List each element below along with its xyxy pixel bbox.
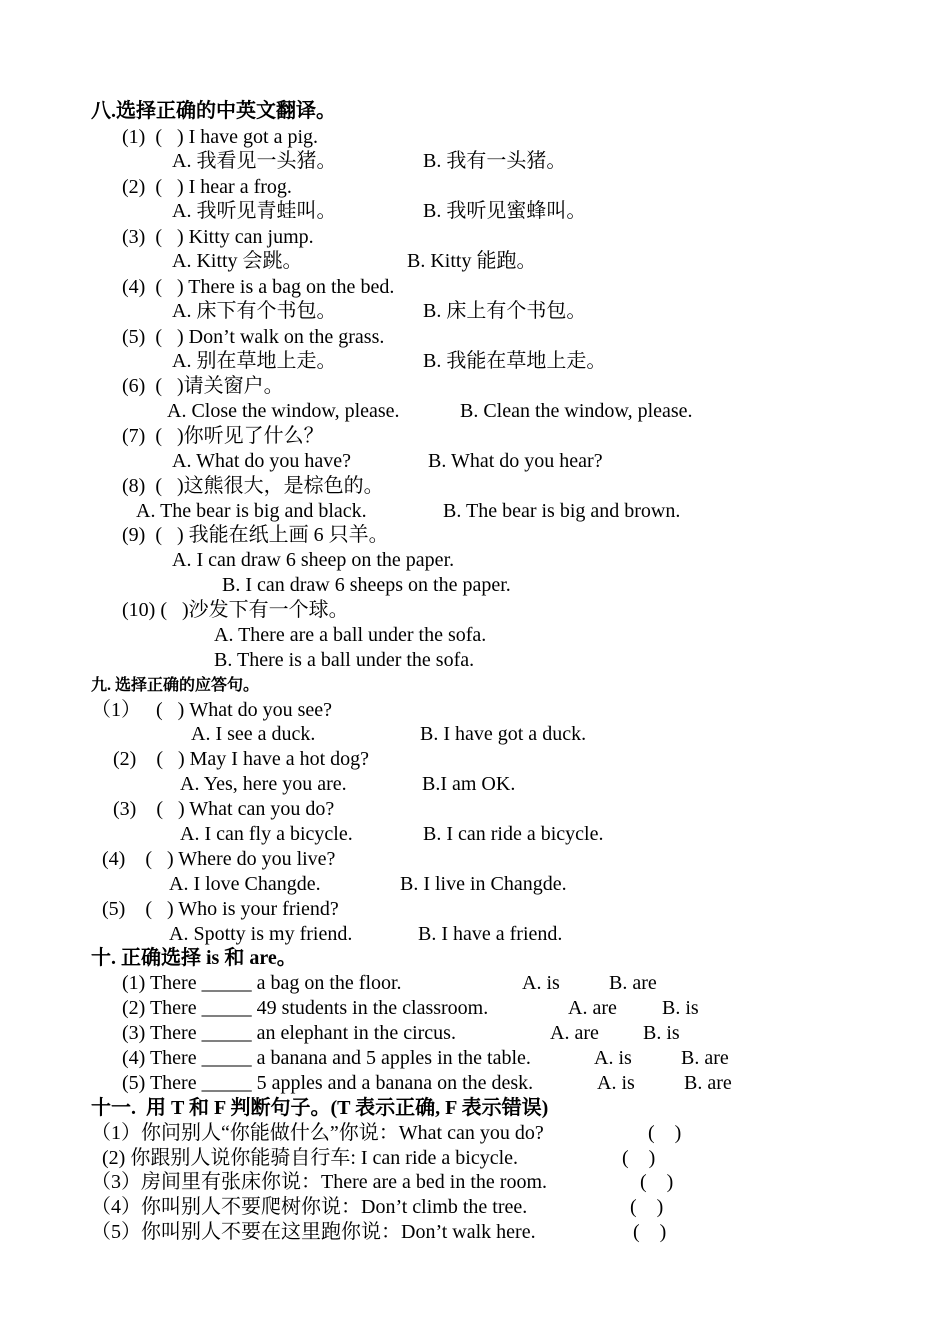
s10-q2-question: (2) There _____ 49 students in the classroom. (122, 997, 489, 1019)
s8-q8-option-b: B. The bear is big and brown. (443, 500, 681, 522)
s9-q2-option-a: A. Yes, here you are. (180, 773, 347, 795)
s8-q3-option-a: A. Kitty 会跳。 (172, 250, 303, 272)
s8-q10-question: (10) ( )沙发下有一个球。 (122, 599, 349, 621)
s10-q1-option-b: B. are (609, 972, 657, 994)
s10-q3-question: (3) There _____ an elephant in the circus. (122, 1022, 456, 1044)
section-8-title: 八.选择正确的中英文翻译。 (91, 100, 336, 122)
s8-q1-option-a: A. 我看见一头猪。 (172, 150, 337, 172)
s11-q3-answer-paren: ( ) (640, 1171, 674, 1193)
s8-q8-option-a: A. The bear is big and black. (136, 500, 367, 522)
s10-q4-option-b: B. are (681, 1047, 729, 1069)
s10-q2-option-b: B. is (662, 997, 699, 1019)
s10-q4-option-a: A. is (594, 1047, 632, 1069)
s8-q8-question: (8) ( )这熊很大，是棕色的。 (122, 475, 384, 497)
s9-q4-question: (4) ( ) Where do you live? (102, 848, 336, 870)
s8-q4-option-a: A. 床下有个书包。 (172, 300, 337, 322)
s8-q7-option-b: B. What do you hear? (428, 450, 603, 472)
s8-q10-option-a: A. There are a ball under the sofa. (214, 624, 487, 646)
s8-q10-option-b: B. There is a ball under the sofa. (214, 649, 475, 671)
s9-q3-option-a: A. I can fly a bicycle. (180, 823, 353, 845)
s8-q5-option-a: A. 别在草地上走。 (172, 350, 337, 372)
s11-q3-statement: （3）房间里有张床你说：There are a bed in the room. (91, 1171, 548, 1193)
s11-q2-answer-paren: ( ) (622, 1147, 656, 1169)
s11-q2-statement: (2) 你跟别人说你能骑自行车: I can ride a bicycle. (102, 1147, 519, 1169)
s8-q6-option-a: A. Close the window, please. (167, 400, 400, 422)
s9-q2-option-b: B.I am OK. (422, 773, 516, 795)
s9-q1-option-b: B. I have got a duck. (420, 723, 587, 745)
s8-q9-option-a: A. I can draw 6 sheep on the paper. (172, 549, 455, 571)
section-9-title: 九. 选择正确的应答句。 (91, 677, 260, 694)
s10-q1-question: (1) There _____ a bag on the floor. (122, 972, 402, 994)
s8-q9-question: (9) ( ) 我能在纸上画 6 只羊。 (122, 524, 389, 546)
s9-q3-option-b: B. I can ride a bicycle. (423, 823, 604, 845)
s10-q3-option-a: A. are (550, 1022, 599, 1044)
s8-q4-option-b: B. 床上有个书包。 (423, 300, 587, 322)
s10-q2-option-a: A. are (568, 997, 617, 1019)
s9-q5-question: (5) ( ) Who is your friend? (102, 898, 339, 920)
s8-q4-question: (4) ( ) There is a bag on the bed. (122, 276, 395, 298)
s11-q1-statement: （1）你问别人“你能做什么”你说：What can you do? (91, 1122, 544, 1144)
s9-q2-question: (2) ( ) May I have a hot dog? (113, 748, 370, 770)
s9-q3-question: (3) ( ) What can you do? (113, 798, 335, 820)
s8-q6-option-b: B. Clean the window, please. (460, 400, 693, 422)
s10-q5-question: (5) There _____ 5 apples and a banana on the desk. (122, 1072, 534, 1094)
s8-q9-option-b: B. I can draw 6 sheeps on the paper. (222, 574, 511, 596)
s11-q5-answer-paren: ( ) (633, 1221, 667, 1243)
s8-q1-option-b: B. 我有一头猪。 (423, 150, 567, 172)
s8-q5-option-b: B. 我能在草地上走。 (423, 350, 607, 372)
s9-q4-option-a: A. I love Changde. (169, 873, 321, 895)
s8-q3-option-b: B. Kitty 能跑。 (407, 250, 537, 272)
s9-q1-question: （1） ( ) What do you see? (91, 699, 333, 721)
s9-q5-option-a: A. Spotty is my friend. (169, 923, 353, 945)
s8-q2-option-a: A. 我听见青蛙叫。 (172, 200, 337, 222)
s8-q7-question: (7) ( )你听见了什么？ (122, 425, 324, 447)
s9-q4-option-b: B. I live in Changde. (400, 873, 567, 895)
s11-q4-answer-paren: ( ) (630, 1196, 664, 1218)
section-11-title: 十一. 用 T 和 F 判断句子。(T 表示正确, F 表示错误) (91, 1097, 549, 1119)
s10-q1-option-a: A. is (522, 972, 560, 994)
s9-q1-option-a: A. I see a duck. (191, 723, 316, 745)
s8-q2-option-b: B. 我听见蜜蜂叫。 (423, 200, 587, 222)
s8-q5-question: (5) ( ) Don’t walk on the grass. (122, 326, 385, 348)
s10-q5-option-a: A. is (597, 1072, 635, 1094)
s10-q3-option-b: B. is (643, 1022, 680, 1044)
s8-q6-question: (6) ( )请关窗户。 (122, 375, 284, 397)
s8-q7-option-a: A. What do you have? (172, 450, 352, 472)
s9-q5-option-b: B. I have a friend. (418, 923, 563, 945)
s10-q4-question: (4) There _____ a banana and 5 apples in the table. (122, 1047, 531, 1069)
section-10-title: 十. 正确选择 is 和 are。 (91, 947, 297, 969)
s8-q1-question: (1) ( ) I have got a pig. (122, 126, 319, 148)
s8-q3-question: (3) ( ) Kitty can jump. (122, 226, 314, 248)
s10-q5-option-b: B. are (684, 1072, 732, 1094)
s8-q2-question: (2) ( ) I hear a frog. (122, 176, 292, 198)
s11-q1-answer-paren: ( ) (648, 1122, 682, 1144)
s11-q4-statement: （4）你叫别人不要爬树你说：Don’t climb the tree. (91, 1196, 528, 1218)
s11-q5-statement: （5）你叫别人不要在这里跑你说：Don’t walk here. (91, 1221, 536, 1243)
